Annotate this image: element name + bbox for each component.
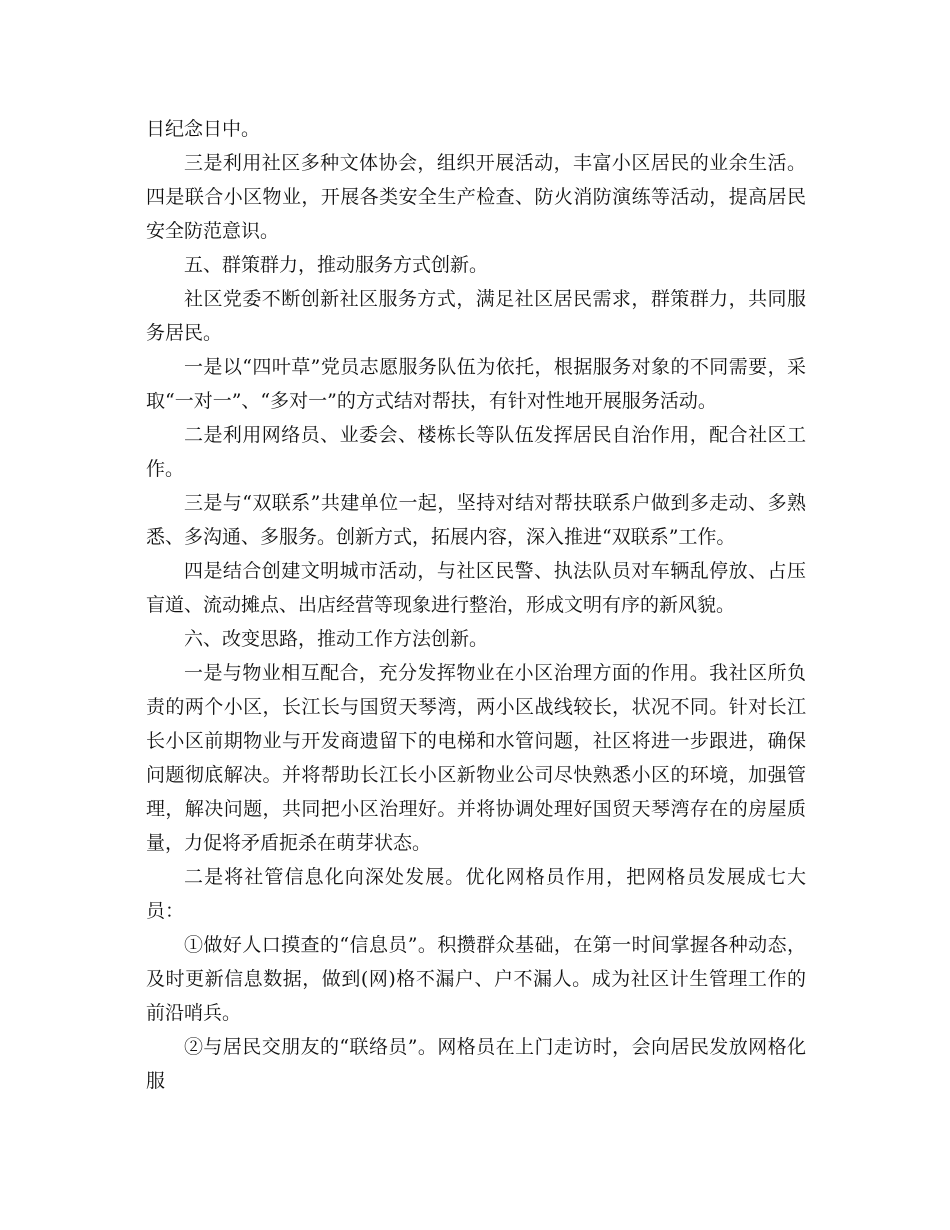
section-heading: 五、群策群力，推动服务方式创新。 <box>184 254 489 276</box>
paragraph: 二是将社管信息化向深处发展。优化网格员作用，把网格员发展成七大员： <box>146 866 806 922</box>
paragraph: 日纪念日中。 <box>146 118 261 140</box>
paragraph: 三是利用社区多种文体协会，组织开展活动，丰富小区居民的业余生活。四是联合小区物业，开展各类安全生产检查、防火消防演练等活动，提高居民安全防范意识。 <box>146 152 806 242</box>
paragraph: 一是与物业相互配合，充分发挥物业在小区治理方面的作用。我社区所负责的两个小区，长江长与国贸天琴湾，两小区战线较长，状况不同。针对长江长小区前期物业与开发商遗留下的电梯和水管问题，社区将进一步跟进，确保问题彻底解决。并将帮助长江长小区新物业公司尽快熟悉小区的环境，加强管理，解决问题，共同把小区治理好。并将协调处理好国贸天琴湾存在的房屋质量，力促将矛盾扼杀在萌芽状态。 <box>146 662 806 854</box>
paragraph: ②与居民交朋友的“联络员”。网格员在上门走访时，会向居民发放网格化服 <box>146 1036 806 1092</box>
paragraph: 四是结合创建文明城市活动，与社区民警、执法队员对车辆乱停放、占压盲道、流动摊点、出店经营等现象进行整治，形成文明有序的新风貌。 <box>146 560 806 616</box>
paragraph: 社区党委不断创新社区服务方式，满足社区居民需求，群策群力，共同服务居民。 <box>146 288 806 344</box>
paragraph: 二是利用网络员、业委会、楼栋长等队伍发挥居民自治作用，配合社区工作。 <box>146 424 806 480</box>
paragraph: ①做好人口摸查的“信息员”。积攒群众基础，在第一时间掌握各种动态，及时更新信息数据，做到(网)格不漏户、户不漏人。成为社区计生管理工作的前沿哨兵。 <box>146 934 806 1024</box>
document-body <box>146 112 806 1098</box>
paragraph: 一是以“四叶草”党员志愿服务队伍为依托，根据服务对象的不同需要，采取“一对一”、“多对一”的方式结对帮扶，有针对性地开展服务活动。 <box>146 356 806 412</box>
section-heading: 六、改变思路，推动工作方法创新。 <box>184 628 489 650</box>
paragraph: 三是与“双联系”共建单位一起，坚持对结对帮扶联系户做到多走动、多熟悉、多沟通、多服务。创新方式，拓展内容，深入推进“双联系”工作。 <box>146 492 806 548</box>
